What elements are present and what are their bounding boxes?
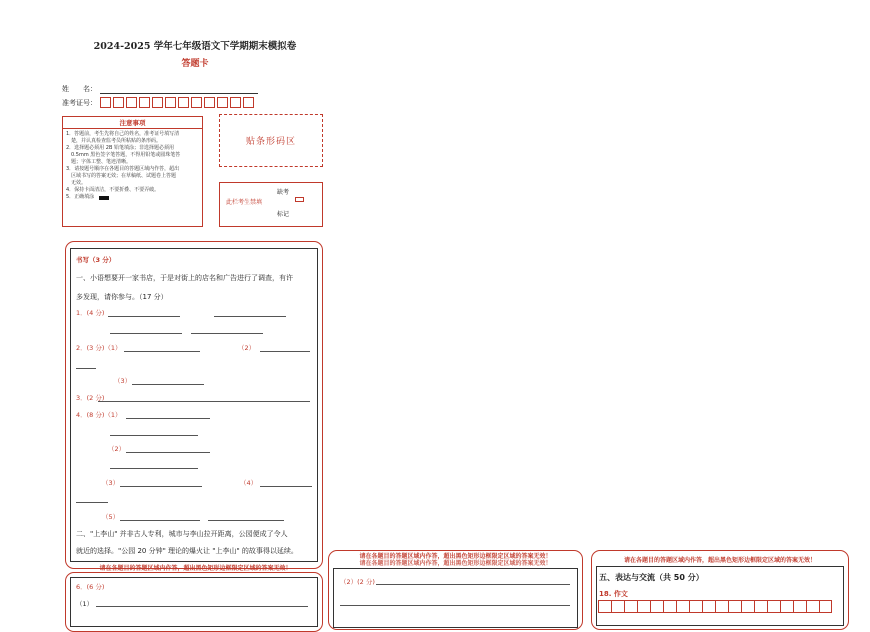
q4-answer-line[interactable] <box>120 486 202 487</box>
answer-area-warning: 请在各题目的答题区域内作答，超出黑色矩形边框限定区域的答案无效！ <box>359 553 552 560</box>
name-field[interactable] <box>100 92 258 94</box>
q2-3-label: （3） <box>114 377 132 385</box>
q4-2-label: （2） <box>108 445 126 453</box>
answer-card-subtitle: 答题卡 <box>181 59 209 69</box>
notice-item: 楚，并认真检查监考员所粘贴的条形码。 <box>71 138 162 144</box>
q5-intro: 二、"上李山" 并非古人专利，城市与李山拉开距离，公园便成了令人 <box>76 530 288 538</box>
q1-answer-line[interactable] <box>191 333 263 334</box>
notice-item: 题；字体工整、笔迹清晰。 <box>71 159 132 165</box>
q6-label: 6．(6 分) <box>76 583 105 591</box>
notice-item: 2．选择题必须用 2B 铅笔填涂；非选择题必须用 <box>66 145 174 151</box>
q6-answer-line[interactable] <box>96 606 308 607</box>
q4-3-label: （3） <box>102 479 120 487</box>
filled-mark-icon <box>99 196 109 200</box>
notice-item: 5．正确填涂 <box>66 194 95 200</box>
absent-right-top: 缺考 <box>277 189 290 196</box>
answer-area-warning: 请在各题目的答题区域内作答，超出黑色矩形边框限定区域的答案无效！ <box>359 560 552 567</box>
middle-answer-line[interactable] <box>376 584 570 585</box>
notice-item: 无效。 <box>71 180 87 186</box>
q3-label: 3．(2 分) <box>76 394 105 402</box>
answer-area-warning: 请在各题目的答题区域内作答，超出黑色矩形边框限定区域的答案无效！ <box>623 557 816 564</box>
essay-label: 18. 作文 <box>599 590 628 598</box>
q4-answer-line[interactable] <box>120 520 200 521</box>
q1-intro: 一、小语想要开一家书店，于是对街上的店名和广告进行了调查，有许 <box>76 274 293 282</box>
q4-5-label: （5） <box>102 513 120 521</box>
name-label: 姓 名： <box>62 85 97 93</box>
id-label: 准考证号： <box>62 99 97 107</box>
q4-answer-line[interactable] <box>126 452 210 453</box>
expression-heading: 五、表达与交流（共 50 分） <box>599 573 704 582</box>
q5-intro-cont: 就近的选择。"公园 20 分钟" 理论的爆火让 "上李山" 的故事得以延续。 <box>76 547 298 555</box>
q4-answer-line[interactable] <box>126 418 210 419</box>
notice-item: 4．保持卡面清洁，不要折叠、不要弄破。 <box>66 187 160 193</box>
q4-answer-line[interactable] <box>110 468 198 469</box>
notice-item: 0.5mm 黑色签字笔答题，不得用铅笔或圆珠笔答 <box>71 152 181 158</box>
q4-answer-line[interactable] <box>208 520 284 521</box>
notice-item: 3．请按题号顺序在各题目的答题区域内作答，超出 <box>66 166 180 172</box>
q4-answer-line[interactable] <box>110 435 198 436</box>
q2-answer-line[interactable] <box>124 351 200 352</box>
q2-answer-line[interactable] <box>76 368 96 369</box>
barcode-area: 贴条形码区 <box>219 114 323 167</box>
q1-answer-line[interactable] <box>110 333 182 334</box>
exam-title: 2024-2025 学年七年级语文下学期期末模拟卷 <box>93 41 297 52</box>
absent-mark-box <box>219 182 323 227</box>
q1-label: 1．(4 分) <box>76 309 105 317</box>
q4-label: 4．(8 分)（1） <box>76 411 122 419</box>
absent-checkbox[interactable] <box>295 197 304 202</box>
absent-left-label: 此栏考生禁填 <box>226 199 263 206</box>
q2-answer-line[interactable] <box>132 384 204 385</box>
absent-right-bottom: 标记 <box>277 211 290 218</box>
q2-2-label: （2） <box>238 344 256 352</box>
q4-answer-line[interactable] <box>260 486 312 487</box>
q1-intro-cont: 多发现，请你参与。（17 分） <box>76 293 168 301</box>
answer-area-warning: 请在各题目的答题区域内作答，超出黑色矩形边框限定区域的答案无效！ <box>99 565 292 572</box>
id-number-boxes[interactable] <box>100 97 256 108</box>
q4-4-label: （4） <box>240 479 258 487</box>
q1-answer-line[interactable] <box>214 316 286 317</box>
handwriting-heading: 书写（3 分） <box>76 256 116 264</box>
middle-answer-line[interactable] <box>340 605 570 606</box>
q4-answer-line[interactable] <box>76 502 108 503</box>
q3-answer-line[interactable] <box>98 401 310 402</box>
section2-inner <box>70 577 318 627</box>
notice-box <box>62 116 203 227</box>
notice-title: 注意事项 <box>63 117 202 129</box>
q2-label: 2．(3 分)（1） <box>76 344 122 352</box>
essay-grid[interactable] <box>598 600 832 613</box>
q2-answer-line[interactable] <box>260 351 310 352</box>
notice-item: 区域书写的答案无效；在草稿纸、试题卷上答题 <box>71 173 177 179</box>
middle-q-label: （2）(2 分) <box>340 578 375 586</box>
notice-item: 1．答题前，考生先将自己的姓名，准考证号填写清 <box>66 131 180 137</box>
q1-answer-line[interactable] <box>108 316 180 317</box>
q6-1-label: （1） <box>76 600 94 608</box>
